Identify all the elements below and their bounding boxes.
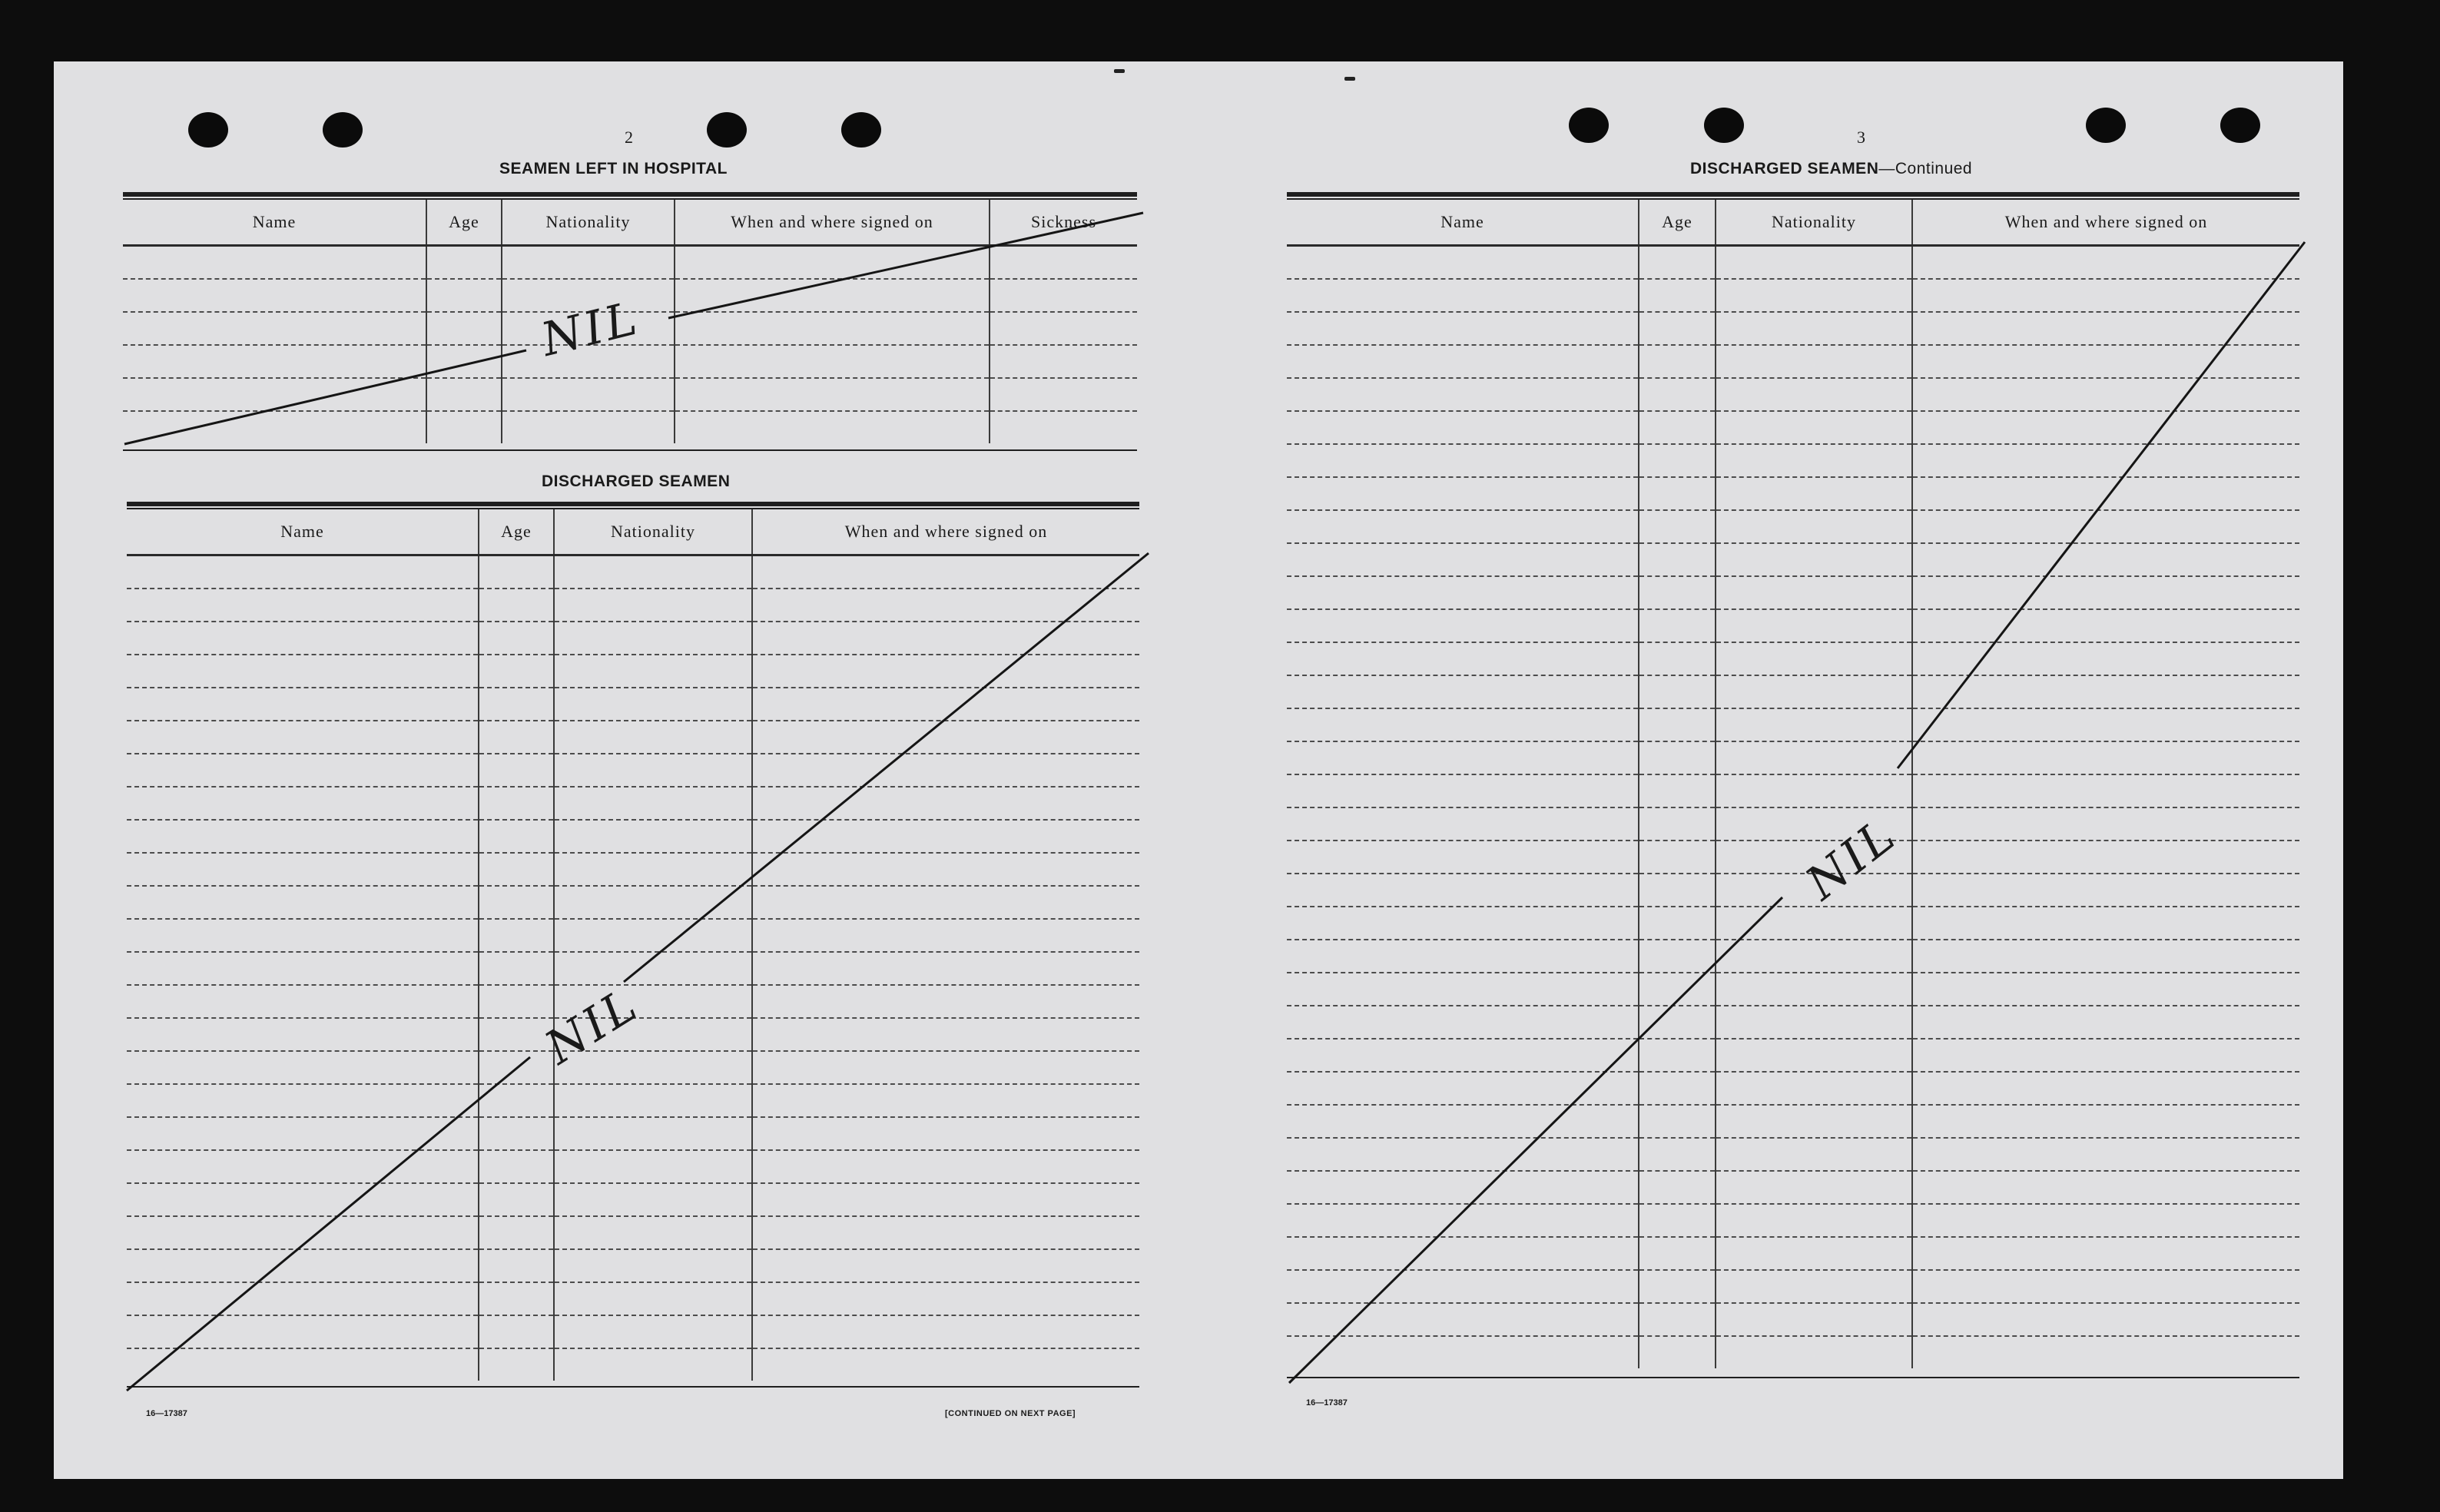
- left-page: [54, 61, 1198, 1479]
- column-header-signed-on: When and where signed on: [675, 200, 990, 246]
- strike-line: [1898, 242, 2305, 768]
- form-number: 16—17387: [1306, 1398, 1348, 1408]
- column-header-name: Name: [127, 509, 479, 555]
- handwritten-nil-hospital: NIL: [536, 291, 645, 367]
- strike-through-discharged: [54, 61, 1198, 1479]
- column-header-age: Age: [1639, 200, 1716, 246]
- page-number: 2: [625, 128, 633, 147]
- page-number: 3: [1857, 128, 1865, 147]
- column-header-signed-on: When and where signed on: [1912, 200, 2299, 246]
- strike-line: [1289, 897, 1782, 1383]
- column-header-age: Age: [479, 509, 554, 555]
- column-header-name: Name: [123, 200, 426, 246]
- right-page: [1198, 61, 2343, 1479]
- handwritten-nil-continued: NIL: [1796, 807, 1907, 911]
- strike-line: [624, 553, 1149, 982]
- column-header-age: Age: [426, 200, 502, 246]
- section-title-discharged: DISCHARGED SEAMEN: [542, 472, 731, 490]
- column-header-signed-on: When and where signed on: [752, 509, 1139, 555]
- column-header-nationality: Nationality: [502, 200, 675, 246]
- continued-note: [CONTINUED ON NEXT PAGE]: [945, 1409, 1076, 1418]
- strike-through-discharged-continued: [1198, 61, 2343, 1479]
- form-sheet: [54, 61, 2343, 1479]
- section-title-main: DISCHARGED SEAMEN: [1690, 160, 1879, 177]
- handwritten-nil-discharged: NIL: [536, 977, 648, 1076]
- form-number: 16—17387: [146, 1409, 187, 1418]
- section-title-hospital: SEAMEN LEFT IN HOSPITAL: [499, 160, 728, 177]
- column-header-sickness: Sickness: [990, 200, 1137, 246]
- column-header-nationality: Nationality: [1716, 200, 1912, 246]
- column-header-name: Name: [1287, 200, 1639, 246]
- section-title-suffix: —Continued: [1878, 160, 1973, 177]
- strike-line: [127, 1057, 530, 1391]
- column-header-nationality: Nationality: [554, 509, 752, 555]
